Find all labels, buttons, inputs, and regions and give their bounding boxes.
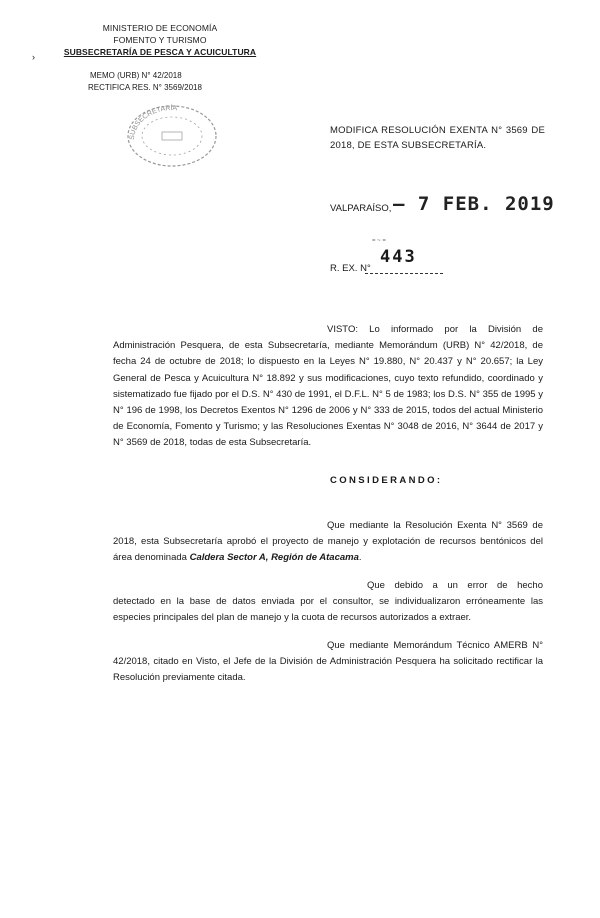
resolution-label: R. EX. N° bbox=[330, 263, 371, 274]
ministry-name: MINISTERIO DE ECONOMÍA bbox=[102, 23, 218, 33]
considerando-paragraph-3: Que mediante Memorándum Técnico AMERB N° 42/2018, citado en Visto, el Jefe de la División de Administración Pesquera ha solicitado rectificar la Resolución previamente citada. bbox=[113, 640, 543, 684]
date-stamp: – 7 FEB. 2019 bbox=[393, 193, 555, 215]
considerando-heading: CONSIDERANDO: bbox=[330, 475, 443, 486]
ministry-subtitle: FOMENTO Y TURISMO bbox=[113, 35, 207, 45]
rectifies-reference: RECTIFICA RES. N° 3569/2018 bbox=[88, 83, 202, 92]
area-name: Caldera Sector A, Región de Atacama bbox=[189, 552, 359, 564]
letterhead bbox=[60, 22, 260, 58]
considerando-paragraph-1 bbox=[113, 518, 543, 567]
document-subject: MODIFICA RESOLUCIÓN EXENTA N° 3569 DE 2018, DE ESTA SUBSECRETARÍA. bbox=[330, 125, 545, 151]
resolution-number-line bbox=[365, 273, 443, 274]
seal-text: SUBSECRETARÍA bbox=[128, 104, 178, 141]
subsecretariat-name: SUBSECRETARÍA DE PESCA Y ACUICULTURA bbox=[63, 47, 257, 57]
paragraph-text: Que mediante la Resolución Exenta N° 3569 de 2018, esta Subsecretaría aprobó el proyecto de manejo y explotación de recursos bentónicos del área denominada bbox=[113, 520, 543, 564]
considerando-paragraph-2: Que debido a un error de hecho detectado en la base de datos enviada por el consultor, se individualizaron erróneamente las especies principales del plan de manejo y la cuota de recursos autorizados a extraer. bbox=[113, 580, 543, 624]
paragraph-text-end: . bbox=[358, 552, 362, 564]
svg-text:SUBSECRETARÍA bbox=[129, 103, 178, 140]
visto-paragraph: VISTO: Lo informado por la División de Administración Pesquera, de esta Subsecretaría, mediante Memorándum (URB) N° 42/2018, de fecha 24 de octubre de 2018; lo dispuesto en la Leyes N° 19.880, N° 20.437 y N° 20.657; la Ley General de Pesca y Acuicultura N° 18.892 y sus modificaciones, cuyo texto refundido, coordinado y sistematizado fue fijado por el D.S. N° 430 de 1991, el D.F.L. N° 5 de 1983; los D.S. N° 355 de 1995 y N° 196 de 1998, los Decretos Exentos N° 1296 de 2006 y N° 333 de 2015, todos del actual Ministerio de Economía, Fomento y Turismo; y las Resoluciones Exentas N° 3048 de 2016, N° 3644 de 2017 y N° 3569 de 2018, todas de esta Subsecretaría. bbox=[113, 324, 543, 449]
official-seal-stamp bbox=[122, 96, 222, 168]
handwritten-mark: = ~ = bbox=[372, 238, 386, 244]
resolution-number: 443 bbox=[380, 247, 417, 267]
memo-reference: MEMO (URB) N° 42/2018 bbox=[90, 71, 182, 80]
margin-mark: › bbox=[32, 52, 35, 62]
date-place: VALPARAÍSO, bbox=[330, 203, 392, 214]
